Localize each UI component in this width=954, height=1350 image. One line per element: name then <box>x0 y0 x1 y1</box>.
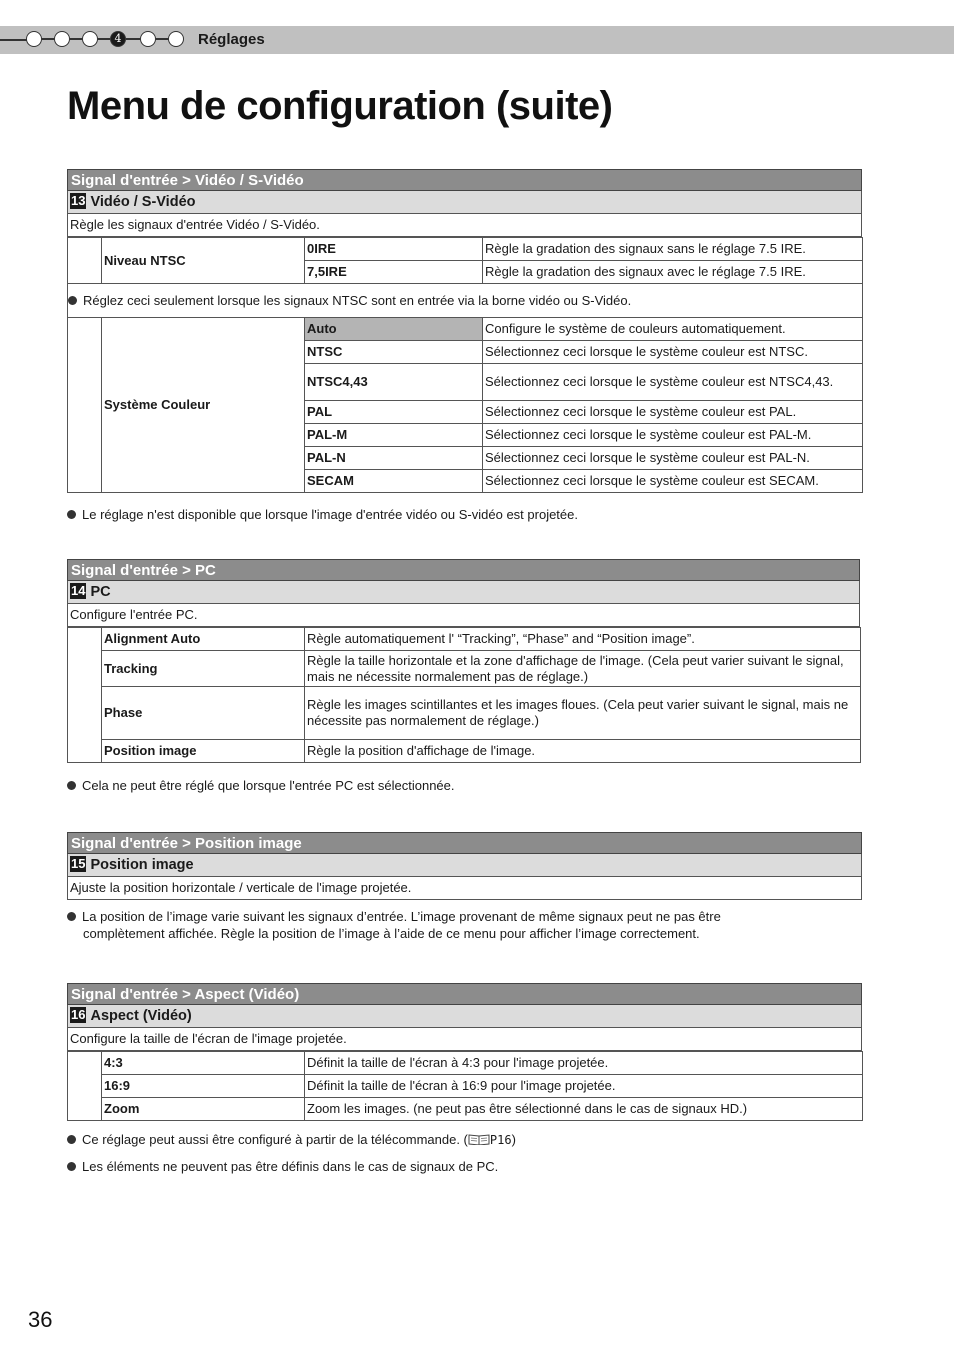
chapter-circle-active: 4 <box>110 31 126 47</box>
aspect-note1-end: ) <box>511 1132 516 1147</box>
aspect-section <box>67 983 862 1121</box>
pc-option: Phase <box>102 687 305 740</box>
pc-section <box>67 559 860 763</box>
color-option: SECAM <box>305 470 483 493</box>
position-section <box>67 832 862 900</box>
pc-sub-label: PC <box>90 584 111 600</box>
color-option-desc: Sélectionnez ceci lorsque le système couleur est NTSC. <box>483 341 863 364</box>
ntsc-option: 0IRE <box>305 238 483 261</box>
pc-option-desc: Règle la taille horizontale et la zone d'affichage de l'image. (Cela peut varier suivant le signal, mais ne nécessite normalement pas de réglage.) <box>305 651 861 687</box>
aspect-option: 16:9 <box>102 1075 305 1098</box>
aspect-note2-text: Les éléments ne peuvent pas être définis dans le cas de signaux de PC. <box>82 1159 499 1174</box>
chapter-connector <box>42 38 54 40</box>
pc-note <box>67 777 455 794</box>
pc-option-desc: Règle les images scintillantes et les images floues. (Cela peut varier suivant le signal, mais ne nécessite pas normalement de réglage.) <box>305 687 861 740</box>
pc-header: Signal d'entrée > PC <box>67 559 860 581</box>
ntsc-option-desc: Règle la gradation des signaux avec le réglage 7.5 IRE. <box>483 261 863 284</box>
pc-option-desc: Règle automatiquement l' “Tracking”, “Phase” and “Position image”. <box>305 628 861 651</box>
position-sub-label: Position image <box>90 857 194 873</box>
aspect-table <box>67 1051 863 1121</box>
color-option: PAL-N <box>305 447 483 470</box>
aspect-note-2 <box>67 1158 498 1175</box>
indent-cell <box>68 318 102 493</box>
chapter-connector <box>98 38 110 40</box>
item-number: 15 <box>71 856 86 871</box>
pc-option: Alignment Auto <box>102 628 305 651</box>
position-note-line2: complètement affichée. Règle la position de l’image à l’aide de ce menu pour afficher l’image correctement. <box>83 926 700 941</box>
aspect-header: Signal d'entrée > Aspect (Vidéo) <box>67 983 862 1005</box>
chapter-circle <box>140 31 156 47</box>
chapter-circle <box>26 31 42 47</box>
color-option-desc: Sélectionnez ceci lorsque le système couleur est SECAM. <box>483 470 863 493</box>
aspect-option: 4:3 <box>102 1052 305 1075</box>
bullet-icon <box>67 1162 76 1171</box>
page-reference-link[interactable]: P16 <box>489 1133 512 1147</box>
color-option: NTSC <box>305 341 483 364</box>
chapter-circle <box>54 31 70 47</box>
pc-option: Tracking <box>102 651 305 687</box>
item-number: 14 <box>71 583 86 598</box>
video-note-text: Le réglage n'est disponible que lorsque l'image d'entrée vidéo ou S-vidéo est projetée. <box>82 507 578 522</box>
aspect-option-desc: Définit la taille de l'écran à 4:3 pour l'image projetée. <box>305 1052 863 1075</box>
position-subheader <box>67 854 862 877</box>
page-number: 36 <box>28 1307 53 1332</box>
chapter-circle <box>82 31 98 47</box>
video-description: Règle les signaux d'entrée Vidéo / S-Vidéo. <box>67 214 862 237</box>
video-sub-label: Vidéo / S-Vidéo <box>90 194 196 210</box>
aspect-sub-label: Aspect (Vidéo) <box>90 1008 192 1024</box>
pc-table <box>67 627 861 763</box>
ntsc-table <box>67 237 863 493</box>
indent-cell <box>68 1052 102 1121</box>
aspect-option: Zoom <box>102 1098 305 1121</box>
item-number: 13 <box>71 193 86 208</box>
indent-cell <box>68 238 102 284</box>
pc-description: Configure l'entrée PC. <box>67 604 860 627</box>
aspect-option-desc: Définit la taille de l'écran à 16:9 pour l'image projetée. <box>305 1075 863 1098</box>
bullet-icon <box>67 781 76 790</box>
color-option-desc: Sélectionnez ceci lorsque le système couleur est PAL-N. <box>483 447 863 470</box>
indent-cell <box>68 628 102 763</box>
ntsc-option-desc: Règle la gradation des signaux sans le réglage 7.5 IRE. <box>483 238 863 261</box>
color-option: PAL-M <box>305 424 483 447</box>
item-number: 16 <box>71 1007 86 1022</box>
video-header: Signal d'entrée > Vidéo / S-Vidéo <box>67 169 862 191</box>
color-option-selected: Auto <box>305 318 483 341</box>
ntsc-option: 7,5IRE <box>305 261 483 284</box>
color-option-desc: Sélectionnez ceci lorsque le système couleur est PAL. <box>483 401 863 424</box>
pc-note-text: Cela ne peut être réglé que lorsque l'entrée PC est sélectionnée. <box>82 778 455 793</box>
aspect-option-desc: Zoom les images. (ne peut pas être sélectionné dans le cas de signaux HD.) <box>305 1098 863 1121</box>
pc-option-desc: Règle la position d'affichage de l'image. <box>305 740 861 763</box>
section-label: Réglages <box>198 31 265 48</box>
aspect-note-1 <box>67 1131 516 1149</box>
chapter-connector <box>70 38 82 40</box>
bullet-icon <box>67 1135 76 1144</box>
chapter-connector <box>126 38 140 40</box>
ntsc-note: Réglez ceci seulement lorsque les signaux NTSC sont en entrée via la borne vidéo ou S-Vidéo. <box>83 292 632 308</box>
bullet-icon <box>68 296 77 305</box>
color-system-label: Système Couleur <box>102 318 305 493</box>
position-description: Ajuste la position horizontale / verticale de l'image projetée. <box>67 877 862 900</box>
position-note <box>67 908 721 942</box>
ntsc-note-cell <box>68 284 863 318</box>
chapter-circle <box>168 31 184 47</box>
book-icon <box>468 1133 490 1145</box>
bullet-icon <box>67 510 76 519</box>
video-note <box>67 506 578 523</box>
chapter-connector <box>156 38 168 40</box>
pc-option: Position image <box>102 740 305 763</box>
color-option-desc: Configure le système de couleurs automatiquement. <box>483 318 863 341</box>
position-header: Signal d'entrée > Position image <box>67 832 862 854</box>
color-option-desc: Sélectionnez ceci lorsque le système couleur est NTSC4,43. <box>483 364 863 401</box>
video-section <box>67 169 862 493</box>
color-option: PAL <box>305 401 483 424</box>
page-title: Menu de configuration (suite) <box>67 84 613 128</box>
color-option-desc: Sélectionnez ceci lorsque le système couleur est PAL-M. <box>483 424 863 447</box>
aspect-subheader <box>67 1005 862 1028</box>
ntsc-label: Niveau NTSC <box>102 238 305 284</box>
aspect-description: Configure la taille de l'écran de l'image projetée. <box>67 1028 862 1051</box>
color-option: NTSC4,43 <box>305 364 483 401</box>
video-subheader <box>67 191 862 214</box>
header-line <box>0 39 28 41</box>
position-note-line1: La position de l’image varie suivant les signaux d’entrée. L’image provenant de même signaux peut ne pas être <box>82 909 721 924</box>
aspect-note1-text: Ce réglage peut aussi être configuré à partir de la télécommande. ( <box>82 1132 468 1147</box>
bullet-icon <box>67 912 76 921</box>
pc-subheader <box>67 581 860 604</box>
